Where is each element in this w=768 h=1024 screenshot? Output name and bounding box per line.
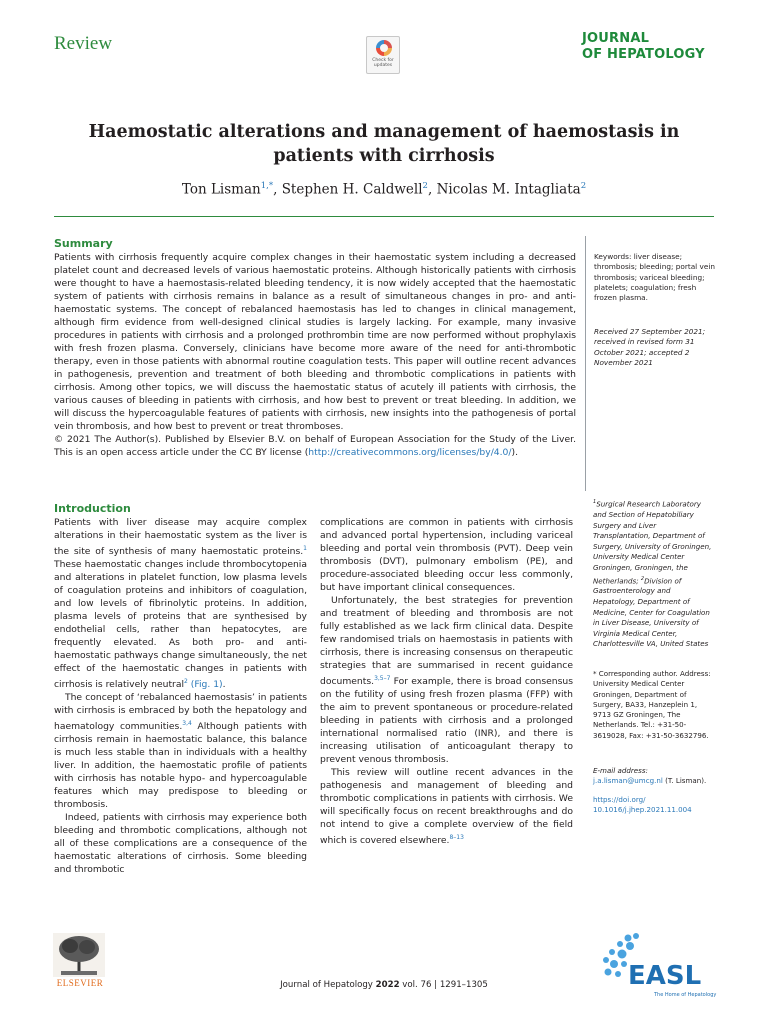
email-label: E-mail address: (593, 766, 648, 775)
copyright-text: © 2021 The Author(s). Published by Elsevier B.V. on behalf of European Association for the Study of the Liver. This is an open access article under the CC BY license ( (54, 434, 576, 458)
corresponding-author: * Corresponding author. Address: University Medical Center Groningen, Department of Surgery, BA33, Hanzeplein 1, 9713 GZ Groningen, The Netherlands. Tel.: +31-50-3619028, Fax: +31-50-3632796. (593, 669, 711, 740)
summary-text: Patients with cirrhosis frequently acquire complex changes in their haemostatic system including a decreased platelet count and decreased levels of various haemostatic proteins. Although historically patients with cirrhosis were thought to have a haemostasis-related bleeding tendency, it is now widely accepted that the haemostatic system of patients with cirrhosis remains in balance as a result of simultaneous changes in pro- and anti-haemostatic systems. The concept of rebalanced haemostasis has led to changes in clinical management, although firm evidence from well-designed clinical studies is largely lacking. For example, many invasive procedures in patients with cirrhosis and a prolonged prothrombin time are now performed without prophylaxis with fresh frozen plasma. Conversely, clinicians have become more aware of the need for anti-thrombotic therapy, even in those patients with abnormal routine coagulation tests. This paper will outline recent advances in pathogenesis, prevention and treatment of both bleeding and thrombotic complications in patients with cirrhosis. Among other topics, we will discuss the haemostatic status of acutely ill patients with cirrhosis, the various causes of bleeding in patients with cirrhosis, and how best to prevent or treat bleeding. In addition, we will discuss the hypercoagulable features of patients with cirrhosis, new insights into the pathogenesis of portal vein thrombosis, and how best to prevent or treat thromboses. (54, 252, 576, 432)
paragraph-text: . (222, 679, 226, 691)
copyright-end: ). (511, 447, 519, 458)
paragraph (320, 594, 573, 766)
paragraph-text: Unfortunately, the best strategies for prevention and treatment of bleeding and thrombosis are not fully established as we lack firm clinical data. Despite few randomised trials on haemostasis in patients with cirrhosis, there is increasing consensus on therapeutic strategies that are summarised in recent guidance documents. (320, 595, 573, 688)
body-column-left (54, 516, 307, 876)
article-title-line1: Haemostatic alterations and management of haemostasis in (88, 122, 680, 142)
paragraph-text: Patients with liver disease may acquire complex alterations in their haemostatic system as the liver is the site of synthesis of many haemostatic proteins. (54, 517, 307, 558)
paragraph-text: The concept of ‘rebalanced haemostasis’ in patients with cirrhosis is embraced by both the hepatology and haematology communities. (54, 692, 307, 733)
affiliation-number: 2 (640, 575, 645, 582)
email-block (593, 766, 715, 787)
paragraph-text: Although patients with cirrhosis remain in haemostatic balance, this balance is much less stable than in individuals with a healthy liver. In addition, the haemostatic profile of patients with cirrhosis has notable hypo- and hypercoagulable features which may predispose to bleeding or thrombosis. (54, 721, 307, 811)
citation-ref[interactable]: 3,4 (182, 720, 192, 728)
citation-ref[interactable]: 1 (303, 545, 307, 552)
check-for-updates-badge[interactable] (366, 36, 400, 74)
affiliation-number: 1 (593, 499, 597, 505)
crossmark-icon (376, 40, 392, 56)
figure-link[interactable]: (Fig. 1) (190, 679, 223, 691)
author-affiliation-ref[interactable]: 1,* (260, 181, 274, 191)
paragraph (54, 691, 307, 811)
easl-tagline: The Home of Hepatology (654, 992, 717, 998)
email-owner: (T. Lisman). (665, 776, 707, 786)
footer-separator: | (434, 980, 438, 990)
header-divider (54, 216, 714, 217)
author-name: Stephen H. Caldwell (281, 181, 423, 198)
affiliation-text: Division of Gastroenterology and Hepatology, Department of Medicine, Center for Coagulation in Liver Disease, University of Virginia Medical Center, Charlottesville VA, United States (593, 575, 710, 649)
author-affiliation-ref[interactable]: 2 (422, 181, 428, 191)
affiliation-text: Surgical Research Laboratory and Section of Hepatobiliary Surgery and Liver Transplantation, Department of Surgery, University of Groningen, University Medical Center Groningen, Groningen, the Netherlands; (593, 499, 712, 585)
copyright-notice (54, 433, 576, 459)
journal-logo-line2: OF HEPATOLOGY (582, 47, 705, 62)
easl-logo (598, 930, 718, 1000)
footer-year: 2022 (375, 980, 400, 990)
paragraph: Indeed, patients with cirrhosis may experience both bleeding and thrombotic complications, although not all of these complications are a consequence of the haemostatic alterations of cirrhosis. Some bleeding and thrombotic (54, 812, 307, 876)
footer-volume: vol. 76 (402, 980, 432, 990)
elsevier-wordmark: ELSEVIER (56, 978, 104, 988)
doi-line2[interactable]: 10.1016/j.jhep.2021.11.004 (593, 805, 692, 815)
section-label: Review (54, 33, 113, 54)
author-list: Ton Lisman$^{1,*}$, Stephen H. Caldwell$^2$, Nicolas M. Intagliata$^2$ (181, 181, 587, 198)
paragraph: complications are common in patients with cirrhosis and advanced portal hypertension, including variceal bleeding and portal vein thrombosis (PVT). Deep vein thrombosis (DVT), pulmonary embolism (PE), and procedure-associated bleeding occur less commonly, but have important clinical consequences. (320, 517, 573, 593)
article-title (60, 120, 708, 168)
journal-logo (582, 31, 705, 63)
email-link[interactable]: j.a.lisman@umcg.nl (593, 776, 663, 786)
article-title-line2: patients with cirrhosis (273, 146, 495, 166)
journal-logo-line1: JOURNAL (582, 31, 650, 46)
paragraph-text: For example, there is broad consensus on the futility of using fresh frozen plasma (FFP) with the aim to prevent spontaneous or procedure-related bleeding in patients with cirrhosis and a prolonged international normalised ratio (INR), and there is increasing utilisation of anticoagulant therapy to prevent venous thrombosis. (320, 676, 573, 766)
crossmark-text: Check for updates (372, 58, 394, 68)
footer-journal: Journal of Hepatology (280, 980, 373, 990)
citation-ref[interactable]: 3,5–7 (374, 675, 391, 682)
paragraph-text: These haemostatic changes include thrombocytopenia and alterations in platelet function, low plasma levels of coagulation proteins and inhibitors of coagulation, and low levels of fibrinolytic proteins. In addition, plasma levels of proteins that are synthesised by endothelial cells, rather than hepatocytes, are frequently elevated. As both pro- and anti-haemostatic pathways change simultaneously, the net effect of the haemostatic changes in patients with cirrhosis is relatively neutral (54, 559, 307, 691)
citation-ref[interactable]: 2 (184, 678, 188, 686)
received-dates: Received 27 September 2021; received in revised form 31 October 2021; accepted 2 November 2021 (594, 327, 706, 367)
author-name: Nicolas M. Intagliata (436, 181, 581, 198)
author-affiliations (593, 497, 715, 650)
keywords: Keywords: liver disease; thrombosis; bleeding; portal vein thrombosis; variceal bleeding; platelets; coagulation; fresh frozen plasma. (594, 252, 715, 303)
author-name: Ton Lisman (181, 181, 261, 198)
citation-ref[interactable]: 8–13 (449, 834, 464, 842)
introduction-heading: Introduction (54, 502, 131, 515)
sidebar-divider (585, 236, 586, 491)
summary-abstract (54, 251, 576, 459)
paragraph (320, 766, 573, 847)
license-link[interactable]: http://creativecommons.org/licenses/by/4.0/ (308, 447, 512, 458)
doi-link[interactable] (593, 795, 715, 816)
easl-wordmark: EASL (628, 961, 702, 991)
paragraph (54, 516, 307, 691)
doi-line1[interactable]: https://doi.org/ (593, 795, 646, 804)
author-affiliation-ref[interactable]: 2 (580, 181, 587, 191)
summary-heading: Summary (54, 237, 113, 250)
body-column-right (320, 516, 573, 847)
paragraph-text: This review will outline recent advances in the pathogenesis and management of bleeding and thrombotic complications in patients with cirrhosis. We will specifically focus on recent breakthroughs and do not intend to give a complete overview of the field which is covered elsewhere. (320, 767, 573, 847)
footer-pages: 1291–1305 (439, 980, 488, 990)
